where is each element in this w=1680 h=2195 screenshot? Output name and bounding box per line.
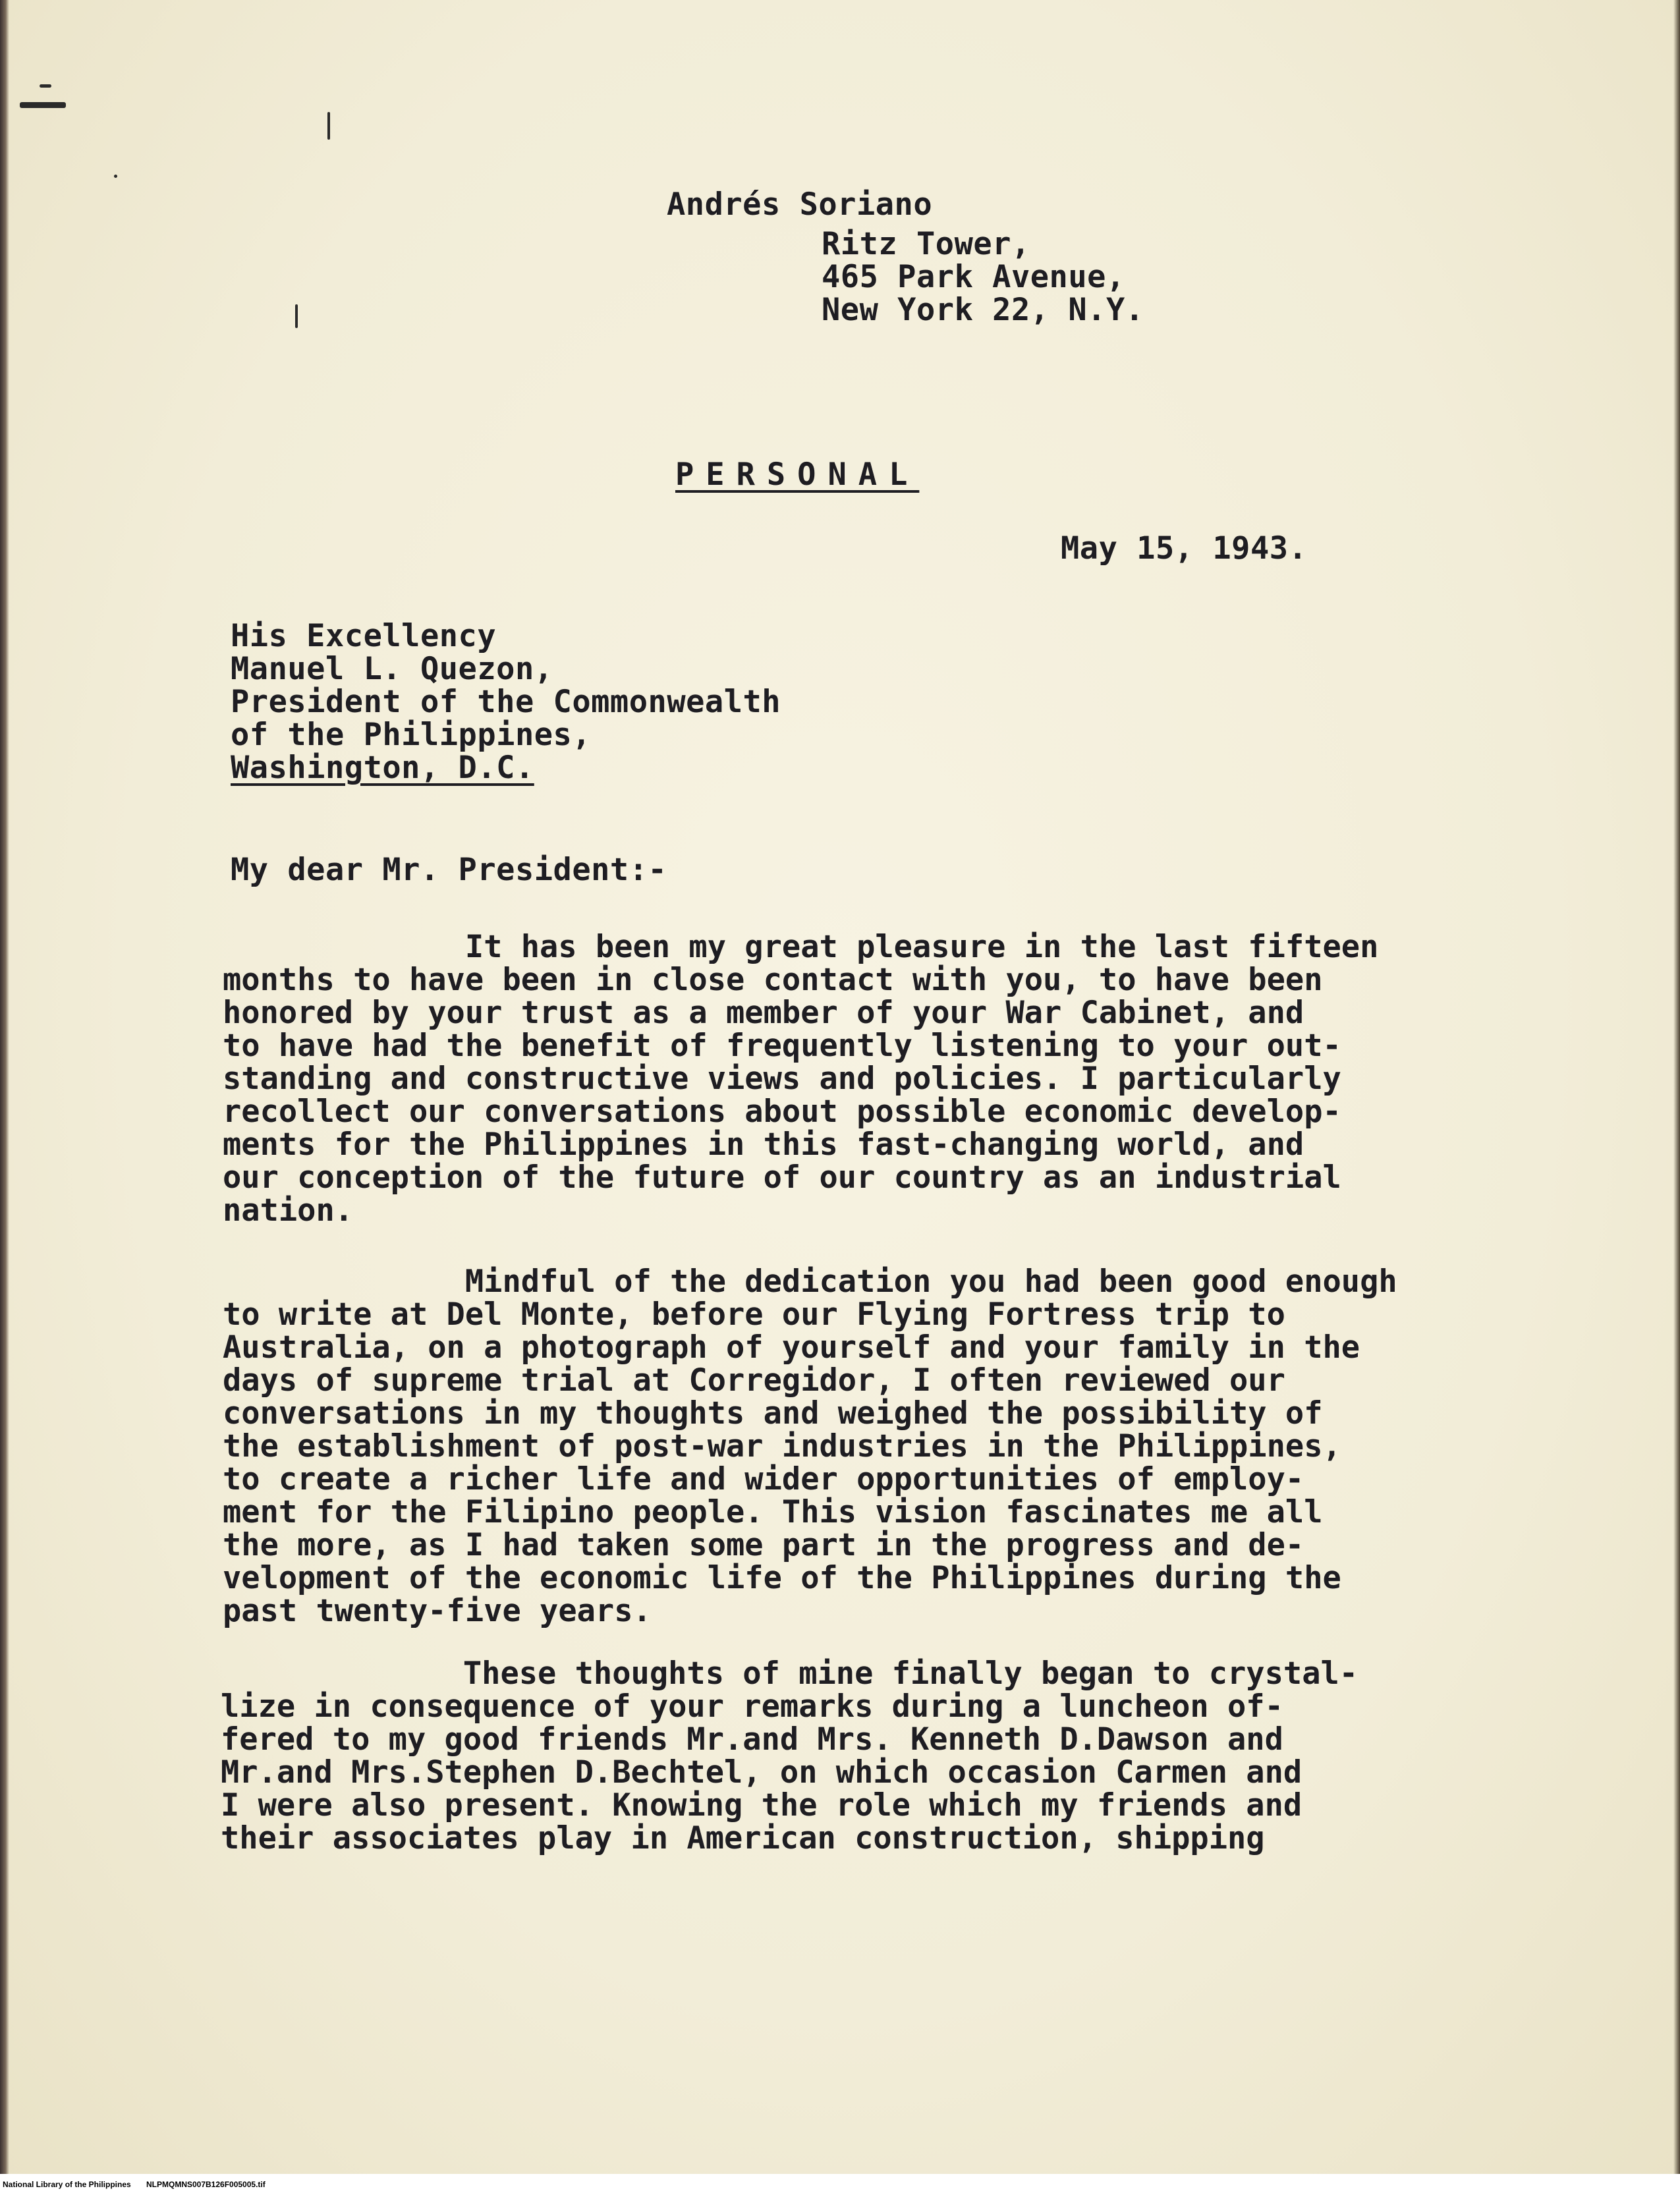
scan-footer <box>0 2174 1680 2195</box>
paragraph-line: Mr.and Mrs.Stephen D.Bechtel, on which occasion Carmen and <box>221 1754 1302 1791</box>
paragraph-line: to create a richer life and wider opportunities of employ- <box>223 1461 1304 1497</box>
footer-institution: National Library of the Philippines <box>3 2180 131 2189</box>
paragraph-line: Australia, on a photograph of yourself and your family in the <box>223 1329 1360 1366</box>
paragraph-line: past twenty-five years. <box>223 1593 652 1629</box>
paragraph-line: ments for the Philippines in this fast-changing world, and <box>223 1126 1304 1163</box>
paragraph-line: standing and constructive views and policies. I particularly <box>223 1061 1341 1097</box>
letter-date: May 15, 1943. <box>1061 530 1308 567</box>
recipient-line-4: of the Philippines, <box>231 717 592 753</box>
paragraph-line: to have had the benefit of frequently listening to your out- <box>223 1028 1341 1064</box>
letterhead-address-line-3: New York 22, N.Y. <box>822 292 1144 328</box>
paragraph-line: These thoughts of mine finally began to crystal- <box>221 1655 1358 1692</box>
recipient-line-1: His Excellency <box>231 618 497 654</box>
letterhead-name: Andrés Soriano <box>667 186 933 223</box>
scan-edge-right <box>1673 0 1680 2174</box>
paragraph-line: Mindful of the dedication you had been good enough <box>223 1264 1397 1300</box>
footer-file-id: NLPMQMNS007B126F005005.tif <box>146 2180 266 2189</box>
recipient-line-5: Washington, D.C. <box>231 750 534 786</box>
paragraph-line: our conception of the future of our country as an industrial <box>223 1159 1341 1196</box>
letterhead-address-line-1: Ritz Tower, <box>822 226 1030 262</box>
paragraph-line: months to have been in close contact with you, to have been <box>223 962 1323 998</box>
paragraph-line: honored by your trust as a member of your War Cabinet, and <box>223 995 1304 1031</box>
personal-heading: PERSONAL <box>675 457 920 493</box>
paragraph-line: ment for the Filipino people. This vision fascinates me all <box>223 1494 1323 1530</box>
letterhead-address-line-2: 465 Park Avenue, <box>822 259 1125 295</box>
paragraph-line: recollect our conversations about possible economic develop- <box>223 1094 1341 1130</box>
paragraph-line: the more, as I had taken some part in the progress and de- <box>223 1527 1304 1563</box>
salutation: My dear Mr. President:- <box>231 852 667 888</box>
paragraph-line: to write at Del Monte, before our Flying Fortress trip to <box>223 1296 1285 1333</box>
paragraph-line: I were also present. Knowing the role which my friends and <box>221 1787 1302 1823</box>
scan-edge-left <box>0 0 9 2174</box>
paragraph-line: nation. <box>223 1192 354 1229</box>
recipient-line-3: President of the Commonwealth <box>231 684 781 720</box>
paragraph-line: their associates play in American construction, shipping <box>221 1820 1265 1856</box>
paragraph-line: fered to my good friends Mr.and Mrs. Kenneth D.Dawson and <box>221 1721 1283 1758</box>
paragraph-line: the establishment of post-war industries in the Philippines, <box>223 1428 1341 1464</box>
recipient-line-2: Manuel L. Quezon, <box>231 651 553 687</box>
paragraph-line: lize in consequence of your remarks during a luncheon of- <box>221 1688 1283 1725</box>
paragraph-line: conversations in my thoughts and weighed the possibility of <box>223 1395 1323 1431</box>
paragraph-line: days of supreme trial at Corregidor, I often reviewed our <box>223 1362 1285 1399</box>
paragraph-line: It has been my great pleasure in the last fifteen <box>223 929 1379 965</box>
paragraph-line: velopment of the economic life of the Philippines during the <box>223 1560 1341 1596</box>
